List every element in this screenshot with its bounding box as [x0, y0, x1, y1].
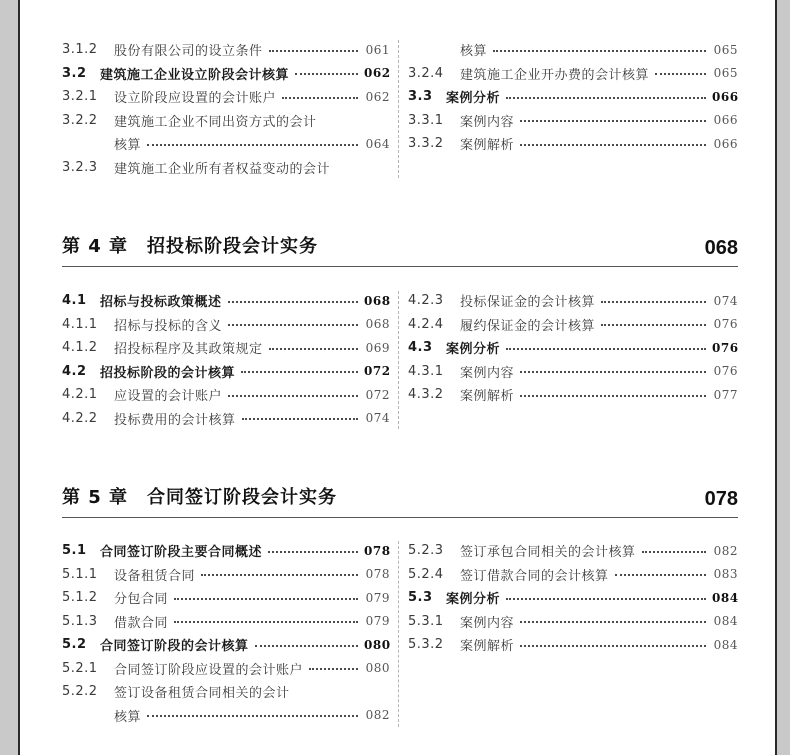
toc-entry-number: 5.3.2 [408, 637, 444, 653]
toc-entry-title: 案例解析 [460, 639, 515, 655]
toc-entry[interactable] [62, 680, 390, 704]
toc-right-column [408, 289, 738, 407]
toc-entry-number: 4.2.4 [408, 316, 444, 332]
dot-leader [506, 97, 706, 99]
toc-entry-number: 3.1.2 [62, 42, 98, 58]
dot-leader [228, 395, 358, 397]
dot-leader [201, 574, 358, 576]
dot-leader [228, 301, 358, 303]
toc-entry[interactable] [62, 657, 390, 681]
toc-entry-page: 066 [713, 136, 738, 151]
toc-entry-number: 5.2.3 [408, 543, 444, 559]
toc-entry-page: 064 [365, 136, 390, 151]
toc-section-entry[interactable] [62, 62, 390, 86]
dot-leader [242, 418, 358, 420]
toc-entry[interactable] [408, 132, 738, 156]
toc-entry-title: 应设置的会计账户 [114, 389, 223, 405]
toc-entry-page: 072 [364, 364, 391, 379]
toc-entry-number: 3.3.1 [408, 112, 444, 128]
toc-entry-number: 5.2 [62, 637, 87, 653]
toc-entry-number: 5.1.3 [62, 613, 98, 629]
toc-entry-title: 案例内容 [460, 114, 515, 130]
toc-entry-title: 招投标程序及其政策规定 [114, 342, 263, 358]
dot-leader [174, 598, 358, 600]
dot-leader [615, 574, 706, 576]
chapter-page-number: 078 [704, 488, 738, 510]
toc-entry[interactable] [408, 563, 738, 587]
dot-leader [282, 97, 358, 99]
toc-entry-page: 074 [365, 411, 390, 426]
toc-entry-page: 068 [365, 317, 390, 332]
toc-entry[interactable] [62, 610, 390, 634]
toc-section-entry[interactable] [408, 586, 738, 610]
toc-entry[interactable] [408, 539, 738, 563]
toc-section-entry[interactable] [62, 289, 390, 313]
toc-entry-title: 案例解析 [460, 138, 515, 154]
toc-entry-title: 签订承包合同相关的会计核算 [460, 545, 636, 561]
toc-entry-title: 建筑施工企业不同出资方式的会计 [114, 114, 317, 130]
dot-leader [241, 371, 358, 373]
toc-entry-number: 5.1 [62, 543, 87, 559]
toc-entry-number: 3.2 [62, 65, 87, 81]
toc-entry-page: 065 [713, 42, 738, 57]
toc-entry[interactable] [408, 360, 738, 384]
toc-entry-number: 5.3.1 [408, 613, 444, 629]
toc-section-entry[interactable] [62, 539, 390, 563]
toc-section-entry[interactable] [408, 336, 738, 360]
toc-entry-number: 4.2 [62, 363, 87, 379]
toc-entry-title: 投标费用的会计核算 [114, 412, 236, 428]
dot-leader [520, 621, 706, 623]
dot-leader [269, 348, 358, 350]
toc-entry-page: 068 [364, 293, 391, 308]
toc-section-entry[interactable] [408, 85, 738, 109]
toc-section-chapter-4 [62, 289, 738, 434]
toc-entry-title: 合同签订阶段主要合同概述 [100, 545, 263, 561]
chapter-title: 第 4 章 招投标阶段会计实务 [62, 236, 319, 257]
dot-leader [601, 301, 706, 303]
toc-entry[interactable] [408, 383, 738, 407]
toc-entry-page: 074 [713, 293, 738, 308]
toc-entry-page: 077 [713, 387, 738, 402]
toc-entry-page: 078 [365, 567, 390, 582]
toc-entry-page: 062 [364, 66, 391, 81]
toc-entry-number: 4.2.1 [62, 387, 98, 403]
toc-entry-title: 合同签订阶段的会计核算 [100, 639, 249, 655]
toc-entry-title: 签订设备租赁合同相关的会计 [114, 686, 290, 702]
dot-leader [520, 371, 706, 373]
toc-entry[interactable] [62, 336, 390, 360]
toc-entry[interactable] [408, 610, 738, 634]
toc-right-column [408, 38, 738, 156]
toc-entry-page: 084 [713, 614, 738, 629]
toc-entry-title: 建筑施工企业设立阶段会计核算 [100, 67, 290, 83]
toc-entry-number: 4.3 [408, 340, 433, 356]
toc-entry-page: 082 [365, 708, 390, 723]
dot-leader [520, 645, 706, 647]
toc-entry-title: 案例解析 [460, 389, 515, 405]
toc-entry[interactable] [408, 633, 738, 657]
toc-entry-number: 4.3.2 [408, 387, 444, 403]
toc-entry-number: 4.1 [62, 293, 87, 309]
toc-entry[interactable] [62, 38, 390, 62]
toc-entry-page: 080 [364, 637, 391, 652]
toc-entry-title: 设备租赁合同 [114, 568, 196, 584]
toc-right-column [408, 539, 738, 657]
toc-entry[interactable] [62, 563, 390, 587]
toc-entry-title: 案例分析 [446, 91, 501, 107]
toc-entry[interactable] [408, 62, 738, 86]
toc-entry[interactable] [408, 289, 738, 313]
toc-entry-number: 5.2.4 [408, 566, 444, 582]
toc-entry-title: 借款合同 [114, 615, 169, 631]
toc-entry-number: 4.1.2 [62, 340, 98, 356]
toc-entry-title: 建筑施工企业开办费的会计核算 [460, 67, 650, 83]
toc-entry-title: 案例内容 [460, 365, 515, 381]
dot-leader [255, 645, 358, 647]
dot-leader [493, 50, 706, 52]
dot-leader [147, 144, 358, 146]
toc-section-entry[interactable] [62, 633, 390, 657]
toc-entry-number: 4.3.1 [408, 363, 444, 379]
toc-entry[interactable] [62, 383, 390, 407]
column-divider [398, 40, 399, 178]
toc-entry-number: 5.3 [408, 590, 433, 606]
toc-entry[interactable] [62, 586, 390, 610]
toc-entry-page: 076 [713, 317, 738, 332]
toc-entry-page: 084 [712, 590, 739, 605]
dot-leader [655, 73, 706, 75]
toc-entry-number: 3.2.1 [62, 89, 98, 105]
toc-entry-page: 066 [712, 89, 739, 104]
toc-entry[interactable] [62, 313, 390, 337]
toc-entry-title: 案例分析 [446, 342, 501, 358]
toc-section-chapter-5 [62, 539, 738, 734]
toc-entry-number: 4.2.2 [62, 410, 98, 426]
toc-entry-page: 079 [365, 614, 390, 629]
toc-entry-page: 062 [365, 89, 390, 104]
dot-leader [506, 598, 706, 600]
toc-entry-title: 招标与投标政策概述 [100, 295, 222, 311]
toc-entry[interactable] [62, 407, 390, 431]
toc-entry-title: 履约保证金的会计核算 [460, 318, 596, 334]
toc-entry-title: 核算 [114, 138, 142, 154]
toc-entry-number: 3.2.2 [62, 112, 98, 128]
toc-section-chapter-3-continued [62, 38, 738, 183]
toc-entry-number: 3.2.3 [62, 159, 98, 175]
toc-entry-title: 案例内容 [460, 615, 515, 631]
dot-leader [520, 120, 706, 122]
toc-left-column [62, 289, 390, 430]
column-divider [398, 541, 399, 727]
toc-entry[interactable] [408, 109, 738, 133]
toc-entry-title: 核算 [460, 44, 488, 60]
toc-section-entry[interactable] [62, 360, 390, 384]
toc-entry-title: 招标与投标的含义 [114, 318, 223, 334]
toc-entry-page: 072 [365, 387, 390, 402]
toc-entry[interactable] [408, 313, 738, 337]
toc-entry-number: 4.1.1 [62, 316, 98, 332]
toc-entry-title: 招投标阶段的会计核算 [100, 365, 236, 381]
toc-entry-number: 4.2.3 [408, 293, 444, 309]
dot-leader [268, 551, 358, 553]
toc-entry-title: 案例分析 [446, 592, 501, 608]
toc-entry-title: 建筑施工企业所有者权益变动的会计 [114, 161, 331, 177]
toc-entry-number: 5.1.1 [62, 566, 98, 582]
toc-left-column [62, 539, 390, 727]
toc-entry-page: 076 [712, 340, 739, 355]
toc-entry-number: 3.3 [408, 89, 433, 105]
chapter-5-heading [62, 483, 738, 518]
toc-entry-page: 078 [364, 543, 391, 558]
toc-entry[interactable] [62, 704, 390, 728]
dot-leader [147, 715, 358, 717]
toc-entry-page: 082 [713, 543, 738, 558]
toc-entry-title: 投标保证金的会计核算 [460, 295, 596, 311]
chapter-4-heading [62, 232, 738, 267]
toc-entry-page: 080 [365, 661, 390, 676]
toc-entry-title: 设立阶段应设置的会计账户 [114, 91, 277, 107]
toc-entry-number: 5.2.2 [62, 684, 98, 700]
toc-entry-page: 079 [365, 590, 390, 605]
toc-left-column [62, 38, 390, 179]
dot-leader [174, 621, 358, 623]
toc-entry-title: 合同签订阶段应设置的会计账户 [114, 662, 304, 678]
toc-entry-number: 5.1.2 [62, 590, 98, 606]
chapter-title: 第 5 章 合同签订阶段会计实务 [62, 487, 338, 508]
toc-entry-page: 084 [713, 637, 738, 652]
column-divider [398, 291, 399, 429]
dot-leader [642, 551, 706, 553]
dot-leader [269, 50, 358, 52]
toc-entry-title: 签订借款合同的会计核算 [460, 568, 609, 584]
toc-entry[interactable] [408, 38, 738, 62]
toc-entry-page: 076 [713, 364, 738, 379]
toc-entry-page: 083 [713, 567, 738, 582]
dot-leader [520, 395, 706, 397]
dot-leader [520, 144, 706, 146]
toc-entry-page: 061 [365, 42, 390, 57]
dot-leader [295, 73, 358, 75]
chapter-page-number: 068 [704, 237, 738, 259]
dot-leader [601, 324, 706, 326]
toc-entry-number: 3.3.2 [408, 136, 444, 152]
toc-entry-number: 5.2.1 [62, 660, 98, 676]
dot-leader [506, 348, 706, 350]
toc-entry[interactable] [62, 85, 390, 109]
dot-leader [309, 668, 358, 670]
toc-entry-page: 069 [365, 340, 390, 355]
dot-leader [228, 324, 358, 326]
toc-entry-title: 核算 [114, 709, 142, 725]
toc-entry-number: 3.2.4 [408, 65, 444, 81]
toc-entry-page: 065 [713, 66, 738, 81]
toc-entry-title: 股份有限公司的设立条件 [114, 44, 263, 60]
toc-entry[interactable] [62, 109, 390, 133]
toc-entry[interactable] [62, 156, 390, 180]
toc-entry[interactable] [62, 132, 390, 156]
toc-entry-title: 分包合同 [114, 592, 169, 608]
toc-entry-page: 066 [713, 113, 738, 128]
